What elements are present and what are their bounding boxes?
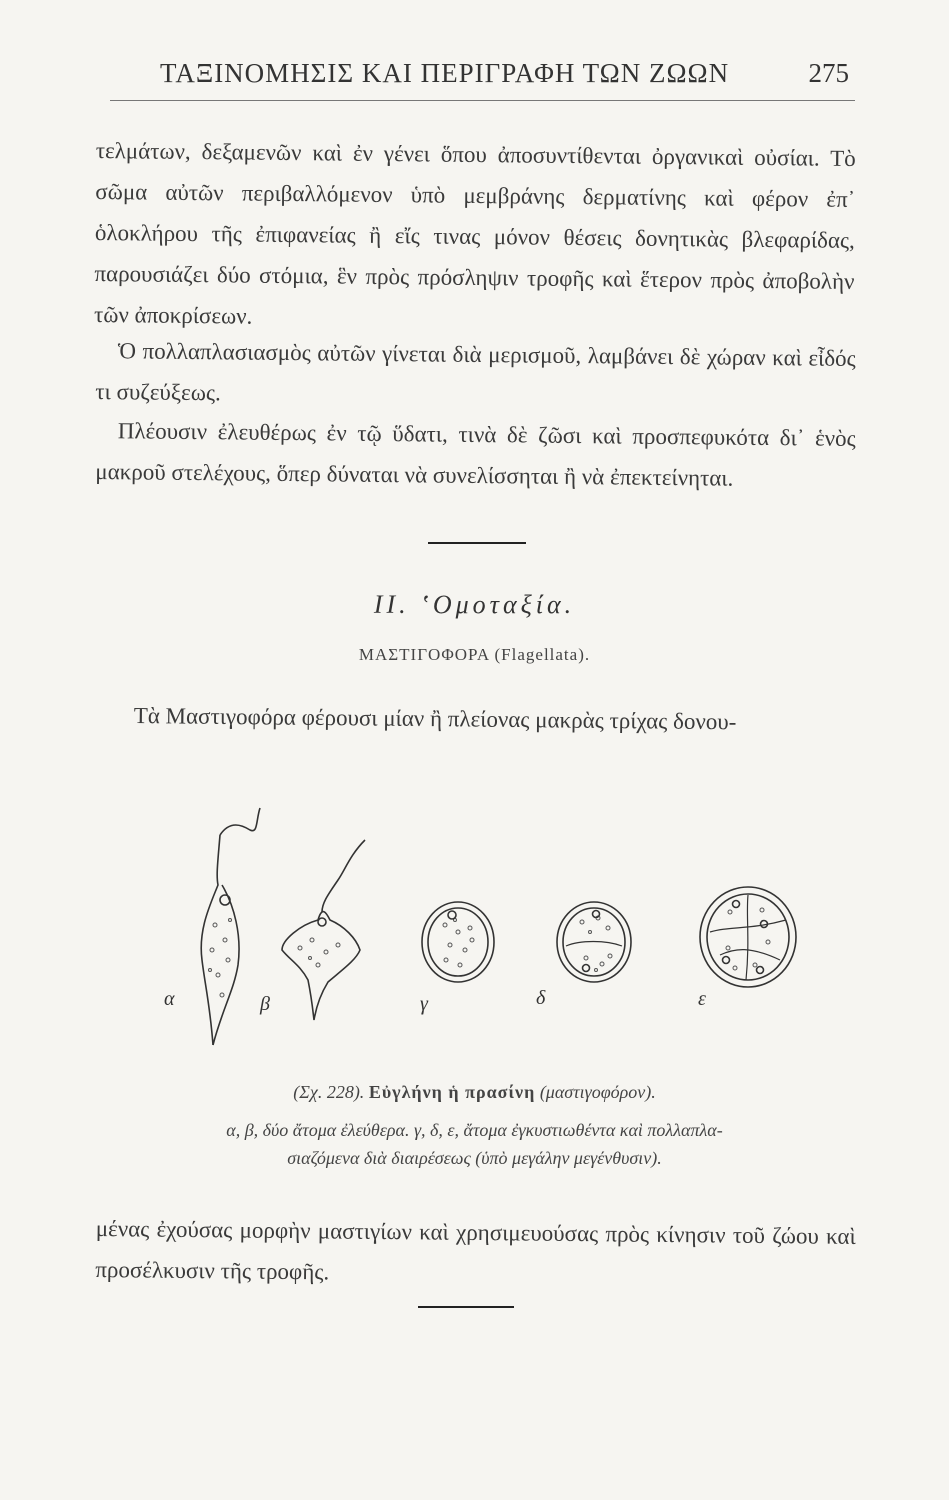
organism-b-drawing [282,840,365,1020]
separator-rule [428,542,526,544]
figure-label-a: α [164,988,175,1010]
paragraph-3: Πλέουσιν ἐλευθέρως ἐν τῷ ὕδατι, τινὰ δὲ ζῶσι καὶ προσπεφυκότα δι᾽ ἑνὸς μακροῦ στελέχους, ὅπερ δύναται νὰ συνελίσσηται ἢ νὰ ἐπεκτείνηται. [95,418,856,491]
euglena-figure [150,800,800,1060]
header-rule [110,100,855,101]
caption-title: Εὐγλήνη ἡ πρασίνη [368,1082,536,1102]
paragraph-5: μένας ἐχούσας μορφὴν μαστιγίων καὶ χρησιμευούσας πρὸς κίνησιν τοῦ ζώου καὶ προσέλκυσιν τῆς τροφῆς. [95,1215,856,1285]
organism-a-drawing [201,808,260,1045]
section-title: ΙΙ. ʽΟμοταξία. [373,590,576,619]
organism-d-drawing [557,902,631,982]
figure-label-d: δ [536,987,546,1009]
page-header [110,58,855,102]
figure-caption-line-2: α, β, δύο ἄτομα ἐλεύθερα. γ, δ, ε, ἄτομα ἐγκυστιωθέντα καὶ πολλαπλα- [226,1120,723,1140]
figure-illustration [150,800,800,1060]
figure-label-e: ε [698,988,706,1010]
figure-label-g: γ [420,993,428,1015]
figure-caption-line-3: σιαζόμενα διὰ διαιρέσεως (ὑπὸ μεγάλην μεγένθυσιν). [287,1148,662,1168]
running-title: ΤΑΞΙΝΟΜΗΣΙΣ ΚΑΙ ΠΕΡΙΓΡΑΦΗ ΤΩΝ ΖΩΩΝ [160,58,730,88]
paragraph-4: Τὰ Μαστιγοφόρα φέρουσι μίαν ἢ πλείονας μακρὰς τρίχας δονου- [133,702,737,735]
bottom-separator-rule [418,1306,514,1308]
organism-g-drawing [422,902,494,982]
caption-paren: (μαστιγοφόρον). [539,1082,656,1102]
caption-number: (Σχ. 228). [293,1082,365,1102]
organism-e-drawing [700,887,796,987]
paragraph-2: Ὁ πολλαπλασιασμὸς αὐτῶν γίνεται διὰ μερισμοῦ, λαμβάνει δὲ χώραν καὶ εἶδός τι συζεύξεως. [95,338,856,406]
figure-caption-title [0,1082,949,1103]
section-subtitle: ΜΑΣΤΙΓΟΦΟΡΑ (Flagellata). [358,645,591,664]
paragraph-1: τελμάτων, δεξαμενῶν καὶ ἐν γένει ὅπου ἀποσυντίθενται ὀργανικαὶ οὐσίαι. Τὸ σῶμα αὐτῶν περιβαλλόμενον ὑπὸ μεμβράνης δερματίνης καὶ φέρον ἐπ᾽ ὁλοκλήρου τῆς ἐπιφανείας ἢ εἴς τινας μόνον θέσεις δονητικὰς βλεφαρίδας, παρουσιάζει δύο στόμια, ἓν πρὸς πρόσληψιν τροφῆς καὶ ἕτερον πρὸς ἀποβολὴν τῶν ἀποκρίσεων. [93,137,856,329]
figure-label-b: β [260,993,270,1015]
page-number: 275 [808,58,849,88]
